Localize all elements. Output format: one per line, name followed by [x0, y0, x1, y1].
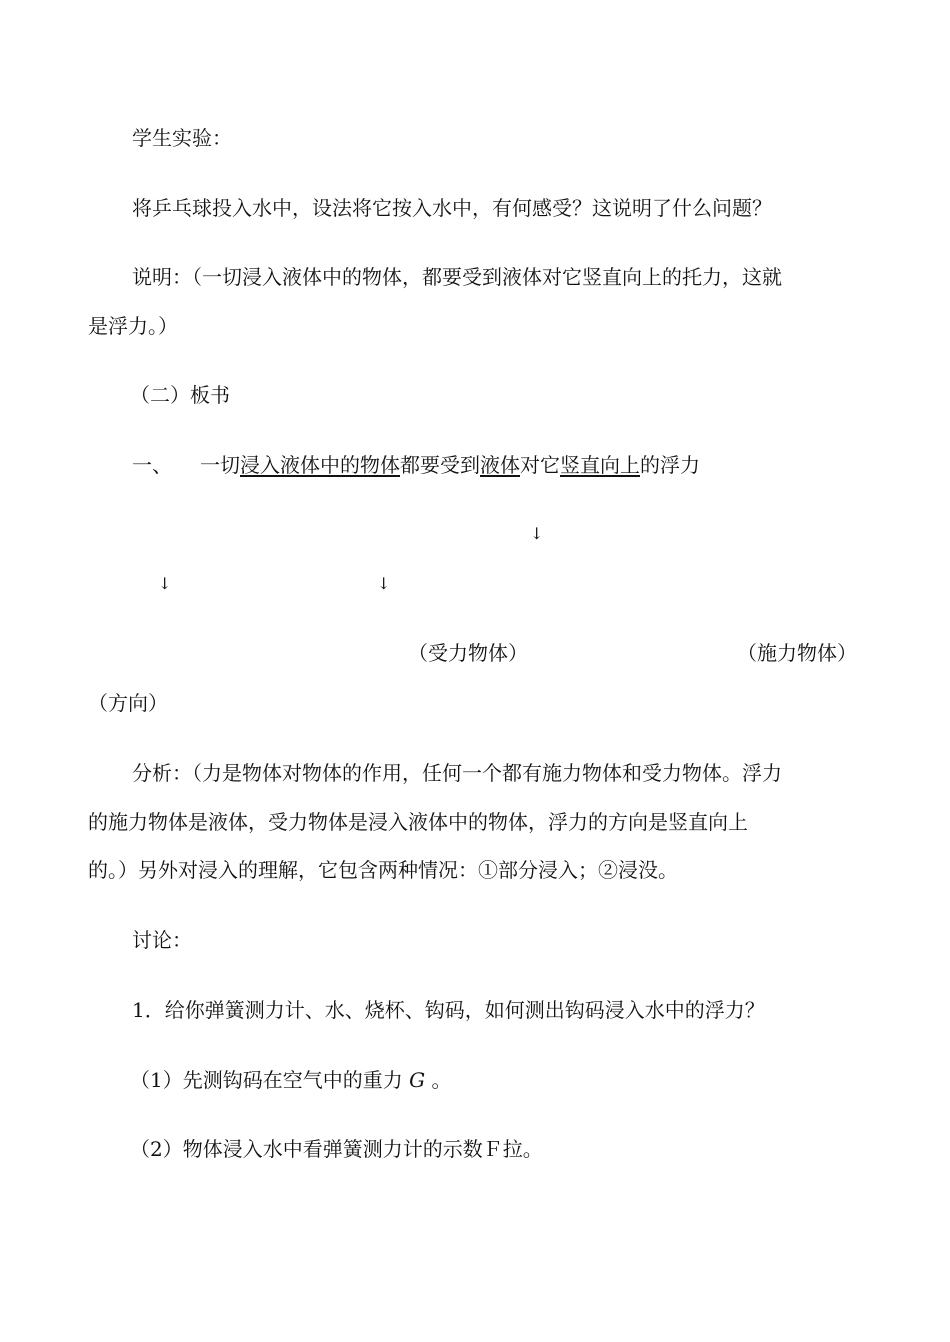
board-underlined-direction: 竖直向上	[560, 453, 640, 477]
question-1: 1．给你弹簧测力计、水、烧杯、钩码，如何测出钩码浸入水中的浮力？	[132, 998, 765, 1022]
board-underlined-liquid: 液体	[480, 453, 520, 477]
board-text-2: 都要受到	[400, 453, 480, 477]
board-underlined-object: 浸入液体中的物体	[240, 453, 400, 477]
label-applying-object: （施力物体）	[737, 641, 857, 665]
student-experiment-heading: 学生实验：	[132, 126, 232, 150]
down-arrow-icon: ↓	[158, 574, 172, 593]
label-receiving-object: （受力物体）	[408, 641, 528, 665]
board-text-3: 对它	[520, 453, 560, 477]
explanation-line-2: 是浮力。）	[88, 314, 178, 338]
gravity-symbol: G	[409, 1068, 426, 1092]
label-direction: （方向）	[88, 691, 168, 715]
board-statement	[132, 453, 700, 477]
board-number: 一、	[132, 453, 172, 477]
analysis-line-3: 的。）另外对浸入的理解，它包含两种情况：①部分浸入；②浸没。	[88, 858, 678, 882]
down-arrow-icon: ↓	[377, 574, 391, 593]
step-1-text: （1）先测钩码在空气中的重力	[130, 1068, 403, 1092]
step-2: （2）物体浸入水中看弹簧测力计的示数Ｆ拉。	[130, 1137, 543, 1161]
analysis-line-1: 分析：（力是物体对物体的作用，任何一个都有施力物体和受力物体。浮力	[132, 761, 782, 785]
down-arrow-icon: ↓	[530, 524, 544, 543]
board-text-1: 一切	[200, 453, 240, 477]
step-1	[130, 1068, 451, 1092]
explanation-line-1: 说明：（一切浸入液体中的物体，都要受到液体对它竖直向上的托力，这就	[132, 265, 782, 289]
analysis-line-2: 的施力物体是液体，受力物体是浸入液体中的物体，浮力的方向是竖直向上	[88, 810, 748, 834]
experiment-question: 将乒乓球投入水中，设法将它按入水中，有何感受？这说明了什么问题？	[132, 196, 772, 220]
discussion-heading: 讨论：	[132, 928, 192, 952]
board-heading: （二）板书	[130, 383, 230, 407]
step-1-end: 。	[431, 1068, 452, 1092]
board-text-4: 的浮力	[640, 453, 700, 477]
